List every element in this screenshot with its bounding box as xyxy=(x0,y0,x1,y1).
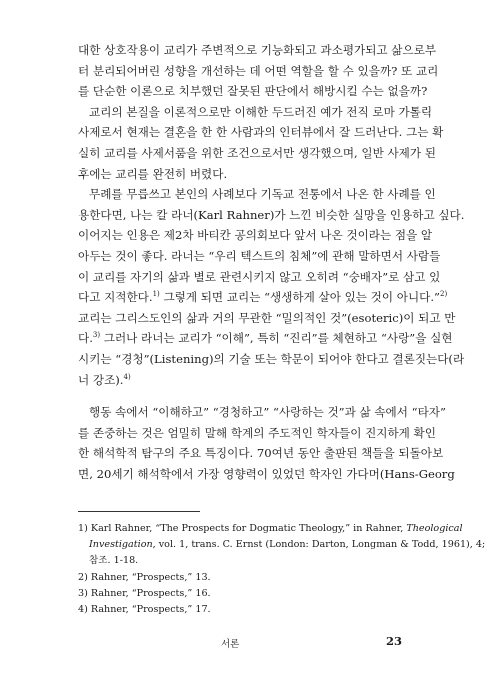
text-run: 너 강조). xyxy=(78,372,124,387)
footnote-1-cont: 참조. 1-18. xyxy=(89,555,139,567)
footnote-text: 1) Karl Rahner, “The Prospects for Dogmatic Theology,” in Rahner, xyxy=(78,523,407,534)
text-line xyxy=(78,328,453,349)
text-line xyxy=(78,370,403,391)
footnote-divider xyxy=(78,511,200,512)
text-line: 한 해석학적 탐구의 주요 특징이다. 70여년 동안 출판된 책들을 되돌아보 xyxy=(78,446,444,461)
paragraph-1 xyxy=(78,40,439,102)
text-line: 를 존중하는 것은 엄밀히 말해 학계의 주도적인 학자들이 진지하게 확인 xyxy=(78,425,436,440)
book-title: Theological xyxy=(406,523,463,534)
text-line: 후에는 교리를 완전히 버렸다. xyxy=(78,166,228,181)
footnotes xyxy=(78,521,485,618)
running-footer: 서론 xyxy=(221,639,240,650)
text-line: 대한 상호작용이 교리가 주변적으로 기능화되고 과소평가되고 삶으로부 xyxy=(78,43,437,57)
footnote-ref: 2) xyxy=(439,290,448,299)
text-line: 이어지는 인용은 제2차 바티칸 공의회보다 앞서 나온 것이라는 점을 알 xyxy=(78,228,433,243)
paragraph-4 xyxy=(78,402,455,484)
text-run: 다. xyxy=(78,331,93,346)
footnote-ref: 4) xyxy=(123,372,131,381)
paragraph-2 xyxy=(78,102,444,184)
footnote-3: 3) Rahner, “Prospects,” 16. xyxy=(78,587,211,599)
text-line: 교리는 그리스도인의 삶과 거의 무관한 “밀의적인 것”(esoteric)이 되고 만 xyxy=(78,310,456,325)
text-line: 시키는 “경청”(Listening)의 기술 또는 학문이 되어야 한다고 결론짓는다(라 xyxy=(78,351,465,366)
footnote-1 xyxy=(78,521,463,537)
footnote-ref: 1) xyxy=(152,290,160,299)
text-line: 실히 교리를 사제서품을 위한 조건으로서만 생각했으며, 일반 사제가 된 xyxy=(78,145,436,160)
text-run: 그러나 라너는 교리가 “이해”, 특히 “진리”를 체현하고 “사랑”을 실현 xyxy=(100,331,453,346)
text-line: 행동 속에서 “이해하고” “경청하고” “사랑하는 것”과 삶 속에서 “타자” xyxy=(89,405,446,420)
footnote-1-cont xyxy=(78,537,485,553)
text-line: 사제로서 현재는 결혼을 한 한 사람과의 인터뷰에서 잘 드러난다. 그는 확 xyxy=(78,125,444,140)
text-line: 를 단순한 이론으로 치부했던 잘못된 판단에서 해방시킬 수는 없을까? xyxy=(78,84,428,99)
footnote-ref: 3) xyxy=(92,331,101,340)
footnote-4: 4) Rahner, “Prospects,” 17. xyxy=(78,604,211,616)
text-line: 이 교리를 자기의 삶과 별로 관련시키지 않고 오히려 “숭배자”로 삼고 있 xyxy=(78,269,441,284)
text-run: 그렇게 되면 교리는 “생생하게 살아 있는 것이 아니다.” xyxy=(159,290,440,305)
paragraph-gap xyxy=(78,390,403,402)
text-line: 터 분리되어버린 성향을 개선하는 데 어떤 역할을 할 수 있을까? 또 교리 xyxy=(78,63,439,78)
book-title: Investigation xyxy=(89,539,153,551)
text-line: 교리의 본질을 이론적으로만 이해한 두드러진 예가 전직 로마 가톨릭 xyxy=(89,104,433,119)
footnote-text: , vol. 1, trans. C. Ernst (London: Darton, Longman & Todd, 1961), 4; xyxy=(152,539,485,551)
text-line xyxy=(78,287,448,308)
paragraph-3 xyxy=(78,184,465,390)
page-number: 23 xyxy=(386,634,403,648)
text-line: 무례를 무릅쓰고 본인의 사례보다 기독교 전통에서 나온 한 사례를 인 xyxy=(89,187,436,202)
footnote-2: 2) Rahner, “Prospects,” 13. xyxy=(78,571,211,583)
text-line: 면, 20세기 해석학에서 가장 영향력이 있었던 학자인 가다머(Hans-Georg xyxy=(78,466,455,481)
body-text xyxy=(78,40,465,484)
text-line: 용한다면, 나는 칼 라너(Karl Rahner)가 느낀 비슷한 실망을 인용하고 싶다. xyxy=(78,207,465,222)
text-line: 아두는 것이 좋다. 라너는 “우리 텍스트의 침체”에 관해 말하면서 사람들 xyxy=(78,248,441,263)
text-run: 다고 지적한다. xyxy=(78,290,153,305)
